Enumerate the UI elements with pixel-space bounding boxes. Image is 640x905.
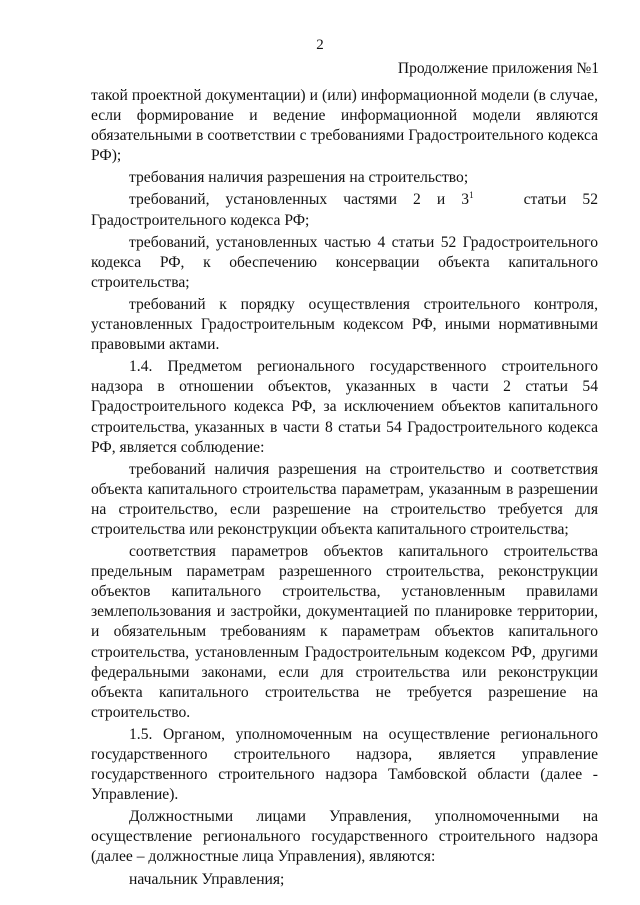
paragraph: соответствия параметров объектов капитального строительства предельным параметрам разрешенного строительства, реконструкции объектов капитального строительства, установленным правилами землепользования и застройки, документацией по планировке территории, и обязательным требованиям к параметрам объектов капитального строительства, установленным Градостроительным кодексом РФ, другими федеральными законами, если для строительства или реконструкции объекта капитального строительства не требуется разрешение на строительство. [91, 543, 598, 721]
continuation-header: Продолжение приложения №1 [397, 60, 599, 77]
paragraph: 1.4. Предметом регионального государственного строительного надзора в отношении объектов, указанных в части 2 статьи 54 Градостроительного кодекса РФ, за исключением объектов капитального строительства, указанных в части 8 статьи 54 Градостроительного кодекса РФ, является соблюдение: [91, 358, 598, 456]
paragraph: такой проектной документации) и (или) информационной модели (в случае, если формирование и ведение информационной модели являются обязательными в соответствии с требованиями Градостроительного кодекса РФ); [91, 87, 598, 165]
paragraph [91, 190, 598, 230]
document-body [91, 86, 598, 892]
paragraph-text: статьи 52 Градостроительного кодекса РФ; [91, 191, 598, 229]
paragraph: требования наличия разрешения на строительство; [129, 169, 469, 187]
paragraph-text: требований, установленных частями 2 и 3 [129, 191, 470, 209]
paragraph: Должностными лицами Управления, уполномоченными на осуществление регионального государственного строительного надзора (далее – должностные лица Управления), являются: [91, 808, 598, 866]
page-number: 2 [316, 37, 324, 53]
paragraph: требований к порядку осуществления строительного контроля, установленных Градостроительным кодексом РФ, иными нормативными правовыми актами. [91, 295, 598, 354]
paragraph: требований наличия разрешения на строительство и соответствия объекта капитального строительства параметрам, указанным в разрешении на строительство, если разрешение на строительство требуется для строительства или реконструкции объекта капитального строительства; [91, 460, 598, 538]
paragraph: 1.5. Органом, уполномоченным на осуществление регионального государственного строительного надзора, является управление государственного строительного надзора Тамбовской области (далее - Управление). [91, 725, 598, 804]
superscript: 1 [469, 190, 474, 201]
paragraph: требований, установленных частью 4 статьи 52 Градостроительного кодекса РФ, к обеспечению консервации объекта капитального строительства; [91, 233, 598, 291]
paragraph: начальник Управления; [129, 870, 285, 888]
